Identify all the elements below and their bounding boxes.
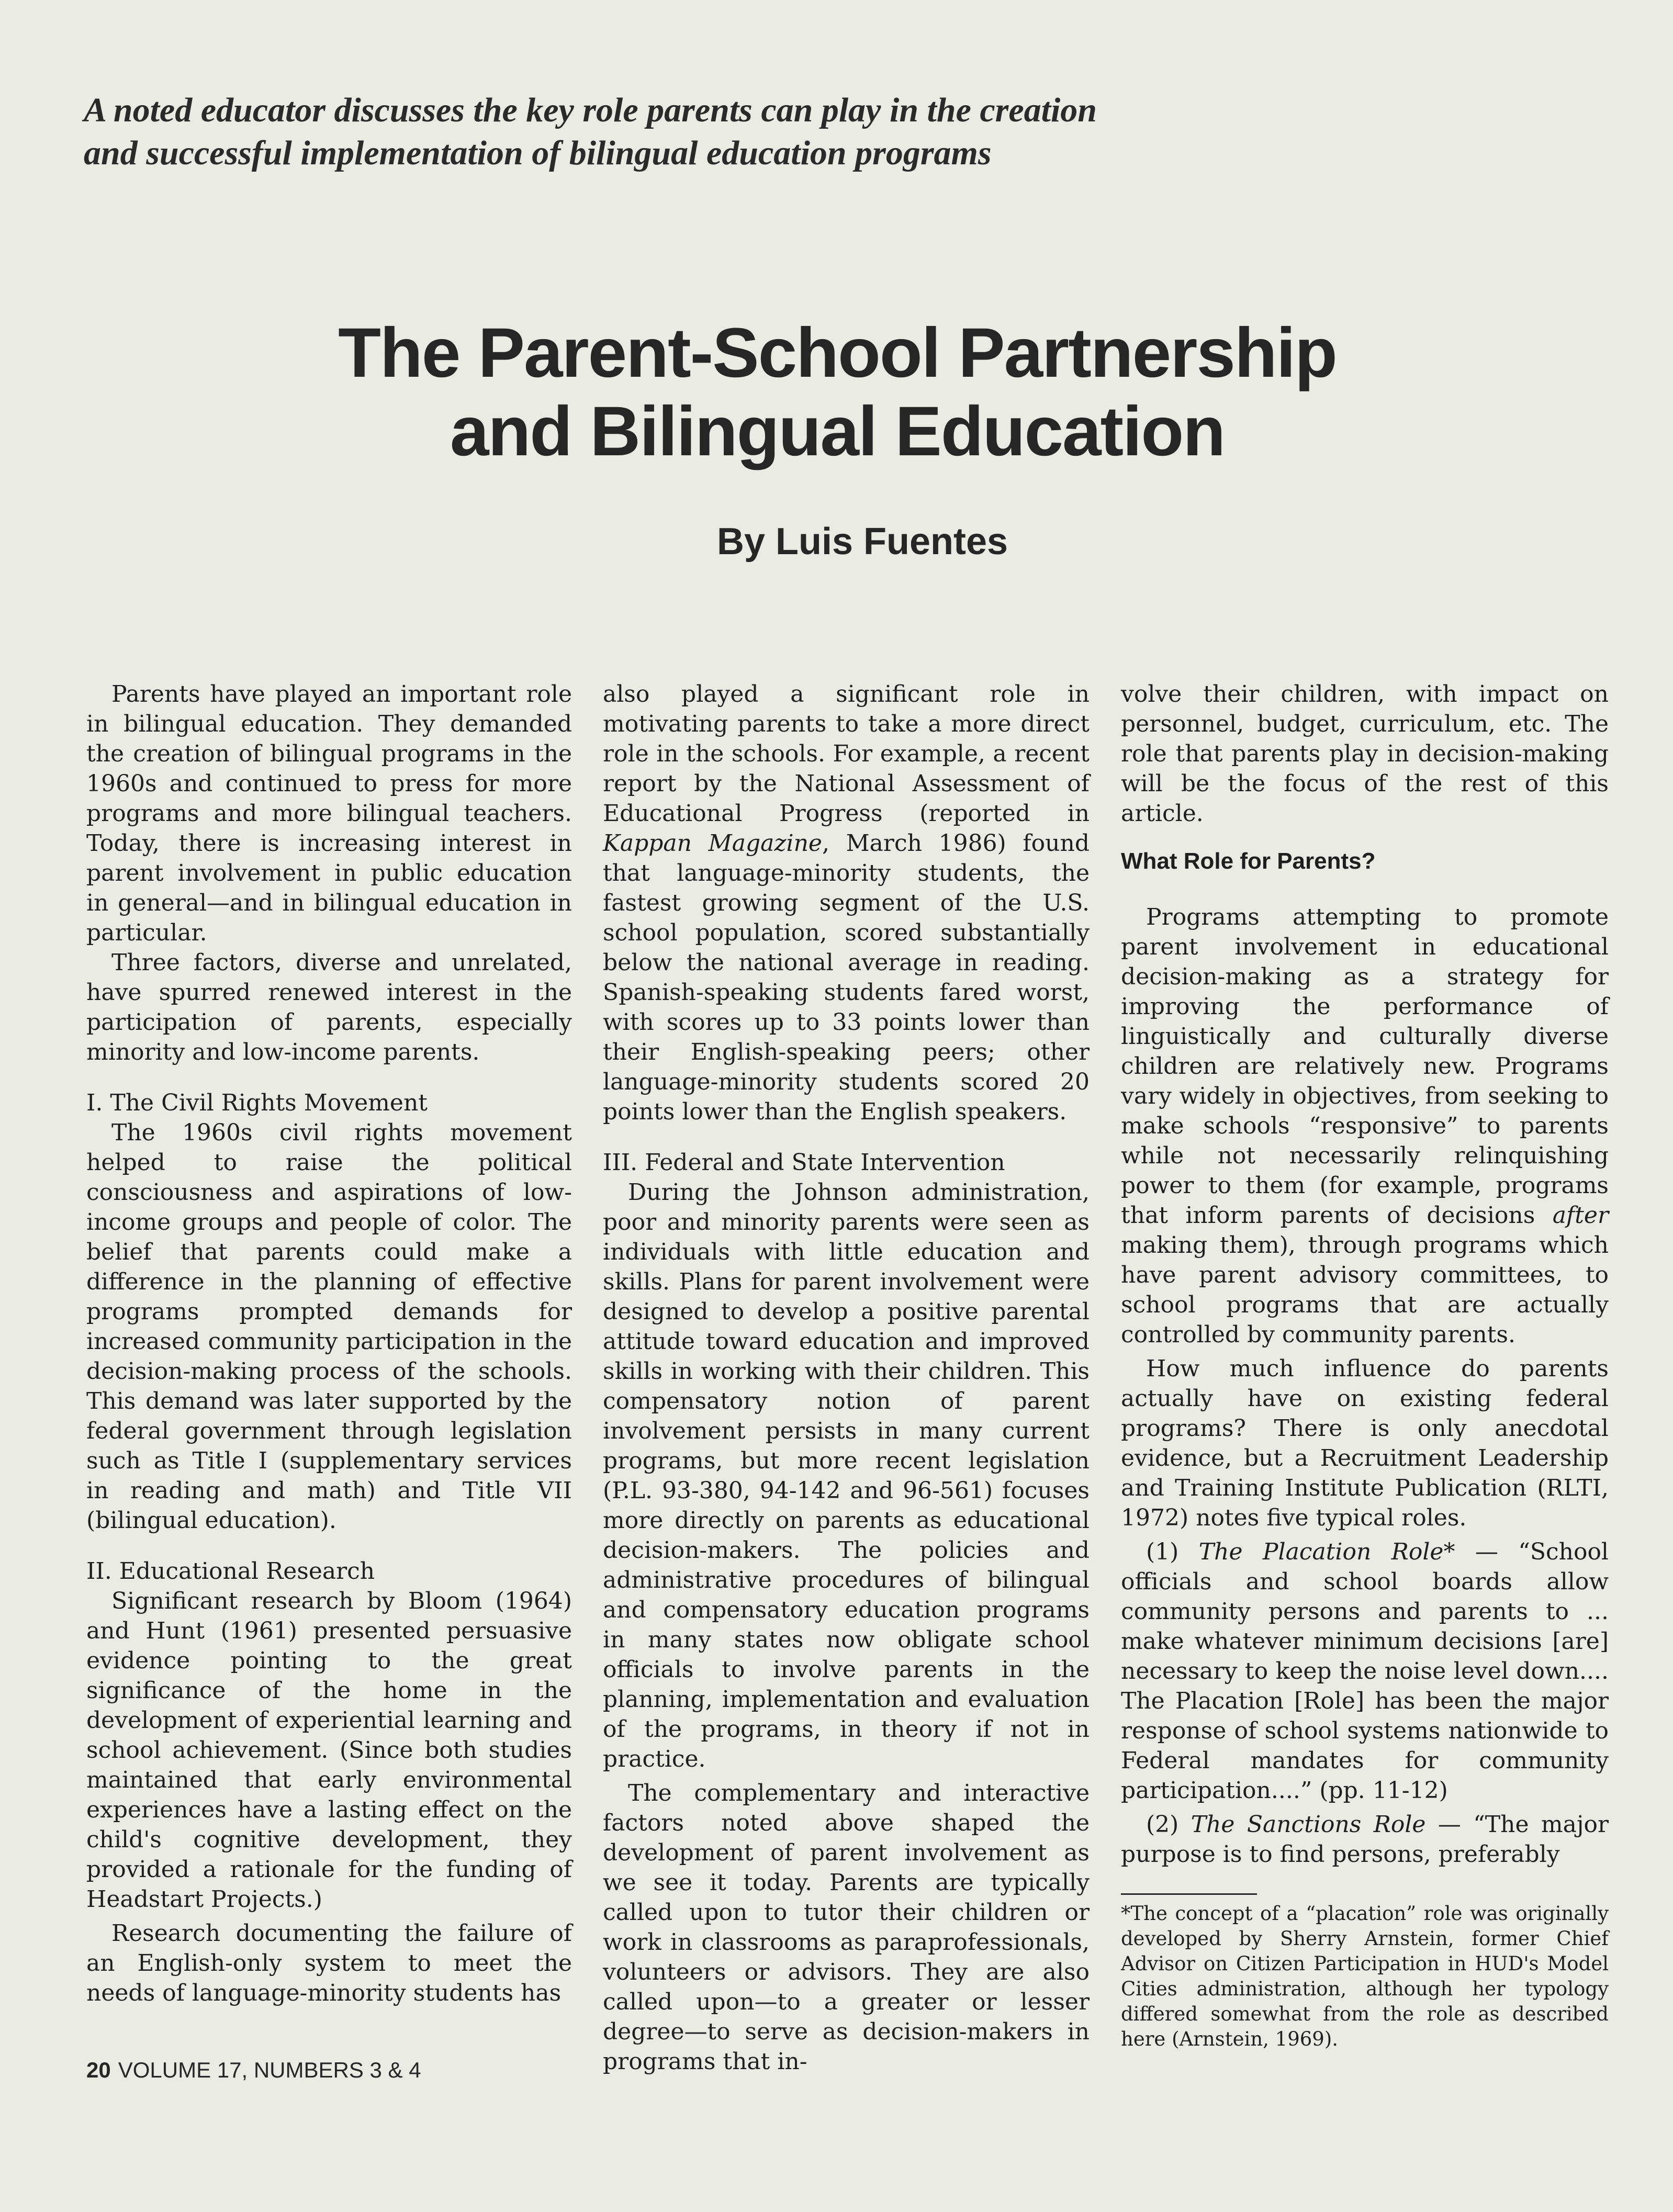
footnote-rule [1121,1893,1257,1895]
role-1-text: — “School officials and school boards allow community persons and parents to ... make whatever minimum decisions [are] necessary to keep the noise level down.... The Placation [Role] has been the major response of school systems nationwide to Federal mandates for community participation....” (pp. 11-12) [1121,1539,1609,1804]
col3-paragraph-3: How much influence do parents actually have on existing federal programs? There is only anecdotal evidence, but a Recruitment Leadership and Training Institute Publication (RLTI, 1972) notes five typical roles. [1121,1355,1609,1531]
title-line-1: The Parent-School Partnership [338,314,1337,392]
role-2-name: The Sanctions Role [1191,1811,1426,1838]
footnote: *The concept of a “placation” role was originally developed by Sherry Arnstein, former Chief Advisor on Citizen Participation in HUD's Model Cities administration, although her typology differed somewhat from the role as described here (Arnstein, 1969). [1121,1902,1609,2050]
section-heading-federal-state: III. Federal and State Intervention [603,1149,1005,1176]
col2-paragraph-1 [603,679,1090,1127]
title-line-2: and Bilingual Education [450,392,1225,470]
role-placation [1121,1537,1609,1805]
col3-paragraph-2 [1121,902,1609,1350]
page-number: 20 [86,2058,111,2082]
byline: By Luis Fuentes [717,521,1008,563]
role-2-number: (2) [1146,1811,1191,1838]
column-1 [86,679,572,2008]
article-title [314,314,1361,471]
role-1-number: (1) [1146,1539,1199,1565]
col2-paragraph-3: The complementary and interactive factors noted above shaped the development of parent involvement as we see it today. Parents are typically called upon to tutor their children or work in classrooms as paraprofessionals, volunteers or advisors. They are also called upon—to a greater or lesser degree—to serve as decision-makers in programs that in- [603,1780,1090,2075]
column-3 [1121,679,1609,2052]
section-heading-educational-research: II. Educational Research [86,1558,375,1585]
page-folio [86,2057,421,2084]
col1-paragraph-5: Research documenting the failure of an English-only system to meet the needs of language-minority students has [86,1920,572,2006]
col3-p2-emphasis: after [1552,1202,1609,1229]
column-2 [603,679,1090,2076]
role-1-name: The Placation Role* [1198,1539,1455,1565]
col1-paragraph-2: Three factors, diverse and unrelated, have spurred renewed interest in the participation of parents, especially minority and low-income parents. [86,949,572,1065]
article-deck: A noted educator discusses the key role parents can play in the creation and successful implementation of bilingual education programs [84,91,1097,172]
section-heading-what-role: What Role for Parents? [1121,848,1376,874]
section-heading-civil-rights: I. The Civil Rights Movement [86,1090,428,1116]
role-sanctions [1121,1810,1609,1869]
issue-info: VOLUME 17, NUMBERS 3 & 4 [118,2058,421,2082]
col1-paragraph-1: Parents have played an important role in bilingual education. They demanded the creation of bilingual programs in the 1960s and continued to press for more programs and more bilingual teachers. Today, there is increasing interest in parent involvement in public education in general—and in bilingual education in particular. [86,681,572,946]
col1-paragraph-4: Significant research by Bloom (1964) and Hunt (1961) presented persuasive evidence pointing to the great significance of the home in the development of experiential learning and school achievement. (Since both studies maintained that early environmental experiences have a lasting effect on the child's cognitive development, they provided a rationale for the funding of Headstart Projects.) [86,1588,572,1913]
col3-paragraph-1: volve their children, with impact on personnel, budget, curriculum, etc. The role that parents play in decision-making will be the focus of the rest of this article. [1121,681,1609,827]
col2-p1-text-b: , March 1986) found that language-minority students, the fastest growing segment of the U.S. school population, scored substantially below the national average in reading. Spanish-speaking students fared worst, with scores up to 33 points lower than their English-speaking peers; other language-minority students scored 20 points lower than the English speakers. [603,830,1090,1125]
role-2-text: — “The major purpose is to find persons, preferably [1121,1811,1609,1868]
col2-paragraph-2: During the Johnson administration, poor and minority parents were seen as individuals with little education and skills. Plans for parent involvement were designed to develop a positive parental attitude toward education and improved skills in working with their children. This compensatory notion of parent involvement persists in many current programs, but more recent legislation (P.L. 93-380, 94-142 and 96-561) focuses more directly on parents as educational decision-makers. The policies and administrative procedures of bilingual and compensatory education programs in many states now obligate school officials to involve parents in the planning, implementation and evaluation of the programs, in theory if not in practice. [603,1179,1090,1772]
col2-p1-text-a: also played a significant role in motivating parents to take a more direct role in the schools. For example, a recent report by the National Assessment of Educational Progress (reported in [603,681,1090,827]
col3-p2-text-b: making them), through programs which have parent advisory committees, to school programs that are actually controlled by community parents. [1121,1232,1609,1348]
col1-paragraph-3: The 1960s civil rights movement helped to raise the political consciousness and aspirations of low-income groups and people of color. The belief that parents could make a difference in the planning of effective programs prompted demands for increased community participation in the decision-making process of the schools. This demand was later supported by the federal government through legislation such as Title I (supplementary services in reading and math) and Title VII (bilingual education). [86,1119,572,1534]
col3-p2-text-a: Programs attempting to promote parent involvement in educational decision-making as a strategy for improving the performance of linguistically and culturally diverse children are relatively new. Programs vary widely in objectives, from seeking to make schools “responsive” to parents while not necessarily relinquishing power to them (for example, programs that inform parents of decisions [1121,904,1609,1229]
col2-p1-journal: Kappan Magazine [603,830,822,857]
